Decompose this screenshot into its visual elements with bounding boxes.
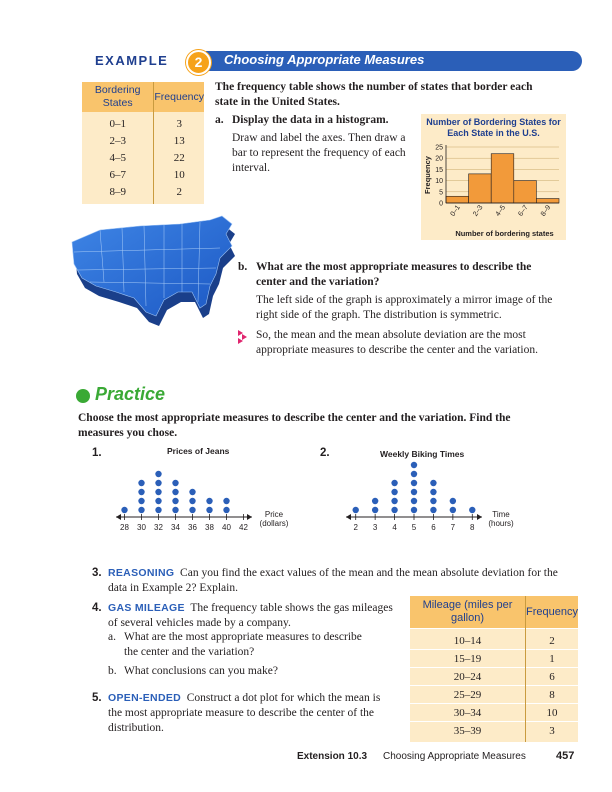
part-b-conclusion: So, the mean and the mean absolute deviation are the most appropriate measures to describe the center and the variation. bbox=[256, 329, 538, 356]
table-row bbox=[410, 704, 578, 722]
part-a-label: a. bbox=[215, 114, 224, 126]
dotplot-1-dot bbox=[121, 507, 127, 513]
dotplot-1-dot bbox=[172, 489, 178, 495]
histogram-xtick-label: 4–5 bbox=[494, 204, 508, 218]
dotplot-1-dot bbox=[223, 507, 229, 513]
exercise-5-body: Construct a dot plot for which the mean is the most appropriate measure to describe the center of the distribution. bbox=[108, 692, 381, 734]
exercise-5-number: 5. bbox=[92, 692, 102, 704]
table-cell: 2 bbox=[176, 185, 182, 198]
histogram-title: Number of Bordering States for Each State in the U.S. bbox=[426, 117, 561, 138]
table-cell: 25–29 bbox=[410, 686, 526, 704]
table-cell: 6 bbox=[526, 668, 578, 686]
table-cell: 6–7 bbox=[82, 166, 154, 183]
table-header: Mileage (miles per gallon) bbox=[410, 596, 526, 629]
histogram-ytick-label: 20 bbox=[435, 155, 443, 163]
histogram-ytick-label: 5 bbox=[439, 189, 443, 197]
part-a-heading: Display the data in a histogram. bbox=[232, 114, 389, 126]
dotplot-2-tick-label: 6 bbox=[431, 523, 436, 532]
histogram-ylabel: Frequency bbox=[423, 156, 432, 194]
dotplot-2-dot bbox=[430, 498, 436, 504]
histogram-xlabel: Number of bordering states bbox=[455, 229, 554, 238]
dotplot-1-dot bbox=[138, 498, 144, 504]
table-cell: 10–14 bbox=[410, 629, 526, 650]
example-title: Choosing Appropriate Measures bbox=[224, 52, 425, 67]
dotplot-2-dot bbox=[430, 480, 436, 486]
table-cell: 10 bbox=[526, 704, 578, 722]
histogram-chart bbox=[421, 114, 566, 240]
dotplot-2-dot bbox=[411, 498, 417, 504]
dotplot-1-dot bbox=[189, 507, 195, 513]
histogram-xtick-label: 0–1 bbox=[449, 204, 462, 218]
dotplot-2-dot bbox=[372, 507, 378, 513]
dotplot-1-tick-label: 34 bbox=[171, 523, 180, 532]
table-row bbox=[410, 629, 578, 650]
dotplot-2-tick-label: 5 bbox=[411, 523, 417, 532]
dotplot-prices-of-jeans bbox=[110, 460, 258, 540]
dotplot-2-dot bbox=[469, 507, 475, 513]
dotplot-1-dot bbox=[155, 480, 161, 486]
dotplot-1-dot bbox=[138, 489, 144, 495]
dotplot-1-dot bbox=[155, 507, 161, 513]
dotplot-1-xlabel-line1: Price bbox=[264, 510, 284, 519]
part-a-text: Draw and label the axes. Then draw a bar to represent the frequency of each interval. bbox=[232, 132, 406, 174]
dotplot-1-tick-label: 32 bbox=[154, 523, 163, 532]
dotplot-2-dot bbox=[411, 507, 417, 513]
table-cell: 10 bbox=[173, 168, 185, 181]
dotplot-1-dot bbox=[172, 480, 178, 486]
dotplot-2-tick-label: 2 bbox=[353, 523, 358, 532]
part-b-label: b. bbox=[238, 261, 248, 273]
table-cell: 3 bbox=[526, 722, 578, 743]
histogram-xtick-label: 6–7 bbox=[517, 204, 530, 218]
table-row bbox=[82, 166, 204, 183]
histogram-bar bbox=[514, 181, 537, 203]
gas-mileage-table bbox=[410, 596, 578, 742]
dotplot-2-dot bbox=[391, 507, 397, 513]
histogram-bar bbox=[491, 154, 514, 203]
table-row bbox=[410, 668, 578, 686]
dotplot-weekly-biking-times bbox=[340, 460, 488, 540]
dotplot-2-xlabel-line2: (hours) bbox=[488, 519, 514, 528]
table-cell: 1 bbox=[526, 650, 578, 668]
exercise-3-text bbox=[108, 566, 568, 596]
practice-title: Practice bbox=[95, 384, 166, 404]
dotplot-1-tick-label: 40 bbox=[222, 523, 231, 532]
page-number: 457 bbox=[556, 750, 575, 762]
histogram-bar bbox=[446, 196, 469, 203]
exercise-1-number: 1. bbox=[92, 447, 102, 459]
table-row bbox=[410, 722, 578, 743]
table-cell: 30–34 bbox=[410, 704, 526, 722]
table-row bbox=[82, 112, 204, 132]
dotplot-2-dot bbox=[450, 507, 456, 513]
table-header: Frequency bbox=[154, 82, 204, 112]
us-map-image bbox=[60, 212, 240, 332]
table-cell: 20–24 bbox=[410, 668, 526, 686]
exercise-2-number: 2. bbox=[320, 447, 330, 459]
histogram-xtick-label: 2–3 bbox=[472, 204, 485, 218]
example-intro: The frequency table shows the number of states that border each state in the United States. bbox=[215, 81, 533, 108]
dotplot-1-dot bbox=[138, 507, 144, 513]
table-cell: 22 bbox=[173, 151, 185, 164]
dotplot-1-tick-label: 30 bbox=[137, 523, 146, 532]
dotplot-2-tick-label: 4 bbox=[392, 523, 397, 532]
table-header: Bordering States bbox=[82, 82, 154, 112]
table-cell: 35–39 bbox=[410, 722, 526, 743]
dotplot-1-dot bbox=[138, 480, 144, 486]
table-cell: 8 bbox=[526, 686, 578, 704]
table-row bbox=[82, 149, 204, 166]
dotplot-2-dot bbox=[391, 489, 397, 495]
exercise-4b-label: b. bbox=[108, 665, 117, 677]
dotplot-2-xlabel bbox=[486, 510, 516, 528]
part-b-text: The left side of the graph is approximately a mirror image of the right side of the graph. The distribution is symmetric. bbox=[256, 294, 553, 321]
exercise-4a-text: What are the most appropriate measures to describe the center and the variation? bbox=[124, 631, 362, 658]
table-cell: 3 bbox=[176, 117, 182, 130]
exercise-4-keyword: GAS MILEAGE bbox=[108, 602, 185, 614]
exercise-4a-label: a. bbox=[108, 631, 116, 643]
footer-title: Choosing Appropriate Measures bbox=[383, 751, 526, 762]
histogram-ytick-label: 25 bbox=[435, 144, 443, 152]
table-cell: 15–19 bbox=[410, 650, 526, 668]
dotplot-2-dot bbox=[450, 498, 456, 504]
exercise-3-keyword: REASONING bbox=[108, 567, 175, 579]
dotplot-1-title: Prices of Jeans bbox=[167, 446, 230, 456]
histogram-ytick-label: 15 bbox=[435, 166, 443, 174]
dotplot-1-dot bbox=[172, 498, 178, 504]
table-header: Frequency bbox=[526, 596, 578, 629]
dotplot-2-dot bbox=[430, 489, 436, 495]
dotplot-2-xlabel-line1: Time bbox=[492, 510, 510, 519]
histogram-xtick-label: 8–9 bbox=[539, 204, 553, 218]
dotplot-2-dot bbox=[391, 480, 397, 486]
dotplot-2-dot bbox=[372, 498, 378, 504]
dotplot-1-dot bbox=[189, 489, 195, 495]
dotplot-2-dot bbox=[411, 489, 417, 495]
histogram-ytick-label: 10 bbox=[435, 178, 443, 186]
bordering-states-table bbox=[82, 82, 204, 204]
dotplot-2-dot bbox=[411, 462, 417, 468]
practice-instructions: Choose the most appropriate measures to describe the center and the variation. Find the measures you chose. bbox=[78, 412, 511, 439]
footer-extension: Extension 10.3 bbox=[297, 751, 368, 762]
dotplot-1-tick-label: 28 bbox=[120, 523, 129, 532]
exercise-3-body: Can you find the exact values of the mean and the mean absolute deviation for the data in Example 2? Explain. bbox=[108, 567, 558, 594]
example-number-badge: 2 bbox=[186, 50, 211, 75]
table-cell: 0–1 bbox=[82, 112, 154, 132]
dotplot-2-tick-label: 8 bbox=[470, 523, 475, 532]
dotplot-2-dot bbox=[411, 471, 417, 477]
dotplot-1-xlabel-line2: (dollars) bbox=[259, 519, 289, 528]
histogram-ytick-label: 0 bbox=[439, 200, 443, 208]
dotplot-2-axis-arrow-left bbox=[346, 514, 351, 520]
dotplot-1-tick-label: 38 bbox=[205, 523, 214, 532]
dotplot-2-dot bbox=[353, 507, 359, 513]
exercise-4-body: The frequency table shows the gas mileages of several vehicles made by a company. bbox=[108, 602, 393, 629]
table-row bbox=[82, 132, 204, 149]
exercise-4-number: 4. bbox=[92, 602, 102, 614]
exercise-4b-text: What conclusions can you make? bbox=[124, 665, 278, 677]
exercise-5-text bbox=[108, 691, 394, 736]
table-cell: 4–5 bbox=[82, 149, 154, 166]
dotplot-1-dot bbox=[155, 498, 161, 504]
dotplot-1-dot bbox=[155, 489, 161, 495]
dotplot-2-dot bbox=[430, 507, 436, 513]
dotplot-1-dot bbox=[155, 471, 161, 477]
exercise-3-number: 3. bbox=[92, 567, 102, 579]
histogram-bar bbox=[536, 199, 559, 203]
dotplot-2-tick-label: 7 bbox=[450, 523, 456, 532]
practice-bullet-icon bbox=[76, 389, 90, 403]
dotplot-1-dot bbox=[172, 507, 178, 513]
conclusion-arrow-icon bbox=[238, 330, 248, 344]
table-row bbox=[410, 650, 578, 668]
table-cell: 8–9 bbox=[82, 183, 154, 204]
dotplot-1-tick-label: 36 bbox=[188, 523, 197, 532]
dotplot-1-axis-arrow-right bbox=[247, 514, 252, 520]
dotplot-2-tick-label: 3 bbox=[372, 523, 378, 532]
dotplot-1-dot bbox=[223, 498, 229, 504]
exercise-4-text bbox=[108, 601, 400, 631]
dotplot-2-title: Weekly Biking Times bbox=[380, 449, 465, 459]
exercise-5-keyword: OPEN-ENDED bbox=[108, 692, 182, 704]
dotplot-2-dot bbox=[391, 498, 397, 504]
dotplot-1-dot bbox=[206, 507, 212, 513]
table-cell: 2 bbox=[526, 629, 578, 650]
table-cell: 2–3 bbox=[82, 132, 154, 149]
table-cell: 13 bbox=[173, 134, 185, 147]
histogram-bar bbox=[469, 174, 492, 203]
dotplot-1-dot bbox=[189, 498, 195, 504]
dotplot-1-xlabel bbox=[257, 510, 291, 528]
example-label: EXAMPLE bbox=[95, 53, 169, 68]
table-row bbox=[82, 183, 204, 204]
table-row bbox=[410, 686, 578, 704]
dotplot-1-axis-arrow-left bbox=[116, 514, 121, 520]
part-b-heading: What are the most appropriate measures to describe the center and the variation? bbox=[256, 261, 532, 288]
dotplot-2-axis-arrow-right bbox=[477, 514, 482, 520]
dotplot-1-dot bbox=[206, 498, 212, 504]
dotplot-1-tick-label: 42 bbox=[239, 523, 248, 532]
dotplot-2-dot bbox=[411, 480, 417, 486]
